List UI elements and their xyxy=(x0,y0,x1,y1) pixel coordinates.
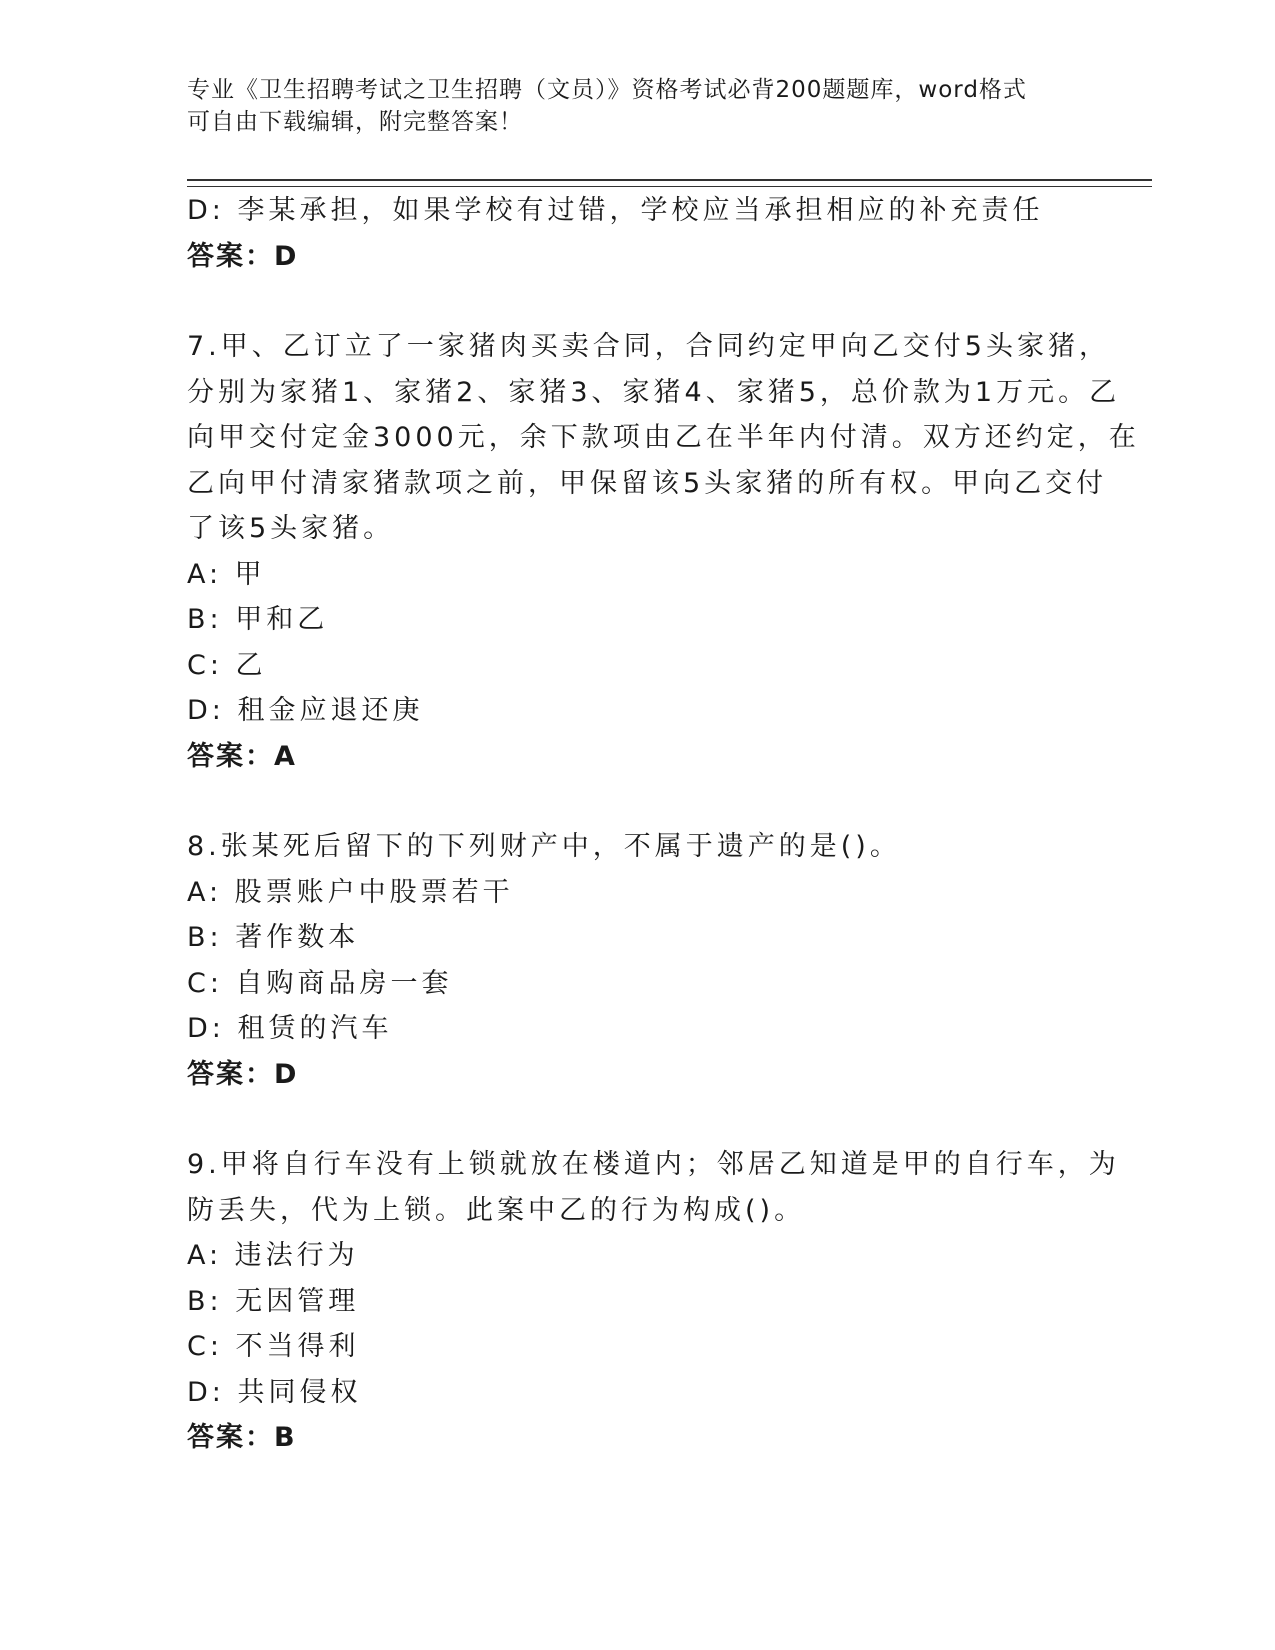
option-b: B: 无因管理 xyxy=(187,1285,360,1317)
question-stem-line: 向甲交付定金3000元，余下款项由乙在半年内付清。双方还约定，在 xyxy=(187,422,1140,453)
question-9 xyxy=(187,1142,1120,1461)
answer-line: 答案：A xyxy=(187,740,297,772)
answer-line: 答案：D xyxy=(187,1058,299,1090)
answer-line: 答案：D xyxy=(187,240,299,272)
question-stem-line: 9.甲将自行车没有上锁就放在楼道内；邻居乙知道是甲的自行车，为 xyxy=(187,1149,1120,1180)
option-b: B: 甲和乙 xyxy=(187,604,329,635)
page-header xyxy=(187,74,1087,138)
option-a: A: 甲 xyxy=(187,558,266,590)
question-stem-line: 乙向甲付清家猪款项之前，甲保留该5头家猪的所有权。甲向乙交付 xyxy=(187,467,1108,499)
option-d: D: 共同侵权 xyxy=(187,1376,362,1408)
carry-over-question xyxy=(187,188,1087,279)
option-b: B: 著作数本 xyxy=(187,922,360,953)
header-title-line-1: 专业《卫生招聘考试之卫生招聘（文员）》资格考试必背200题题库，word格式 xyxy=(187,77,1027,103)
question-stem-line: 8.张某死后留下的下列财产中，不属于遗产的是()。 xyxy=(187,831,901,862)
question-stem-line: 防丢失，代为上锁。此案中乙的行为构成()。 xyxy=(187,1194,806,1226)
option-c: C: 乙 xyxy=(187,649,267,681)
question-8 xyxy=(187,824,1087,1097)
option-a: A: 违法行为 xyxy=(187,1240,359,1271)
option-d: D: 李某承担，如果学校有过错，学校应当承担相应的补充责任 xyxy=(187,195,1044,226)
question-stem-line: 分别为家猪1、家猪2、家猪3、家猪4、家猪5，总价款为1万元。乙 xyxy=(187,376,1121,408)
option-a: A: 股票账户中股票若干 xyxy=(187,876,514,908)
question-stem-line: 7.甲、乙订立了一家猪肉买卖合同，合同约定甲向乙交付5头家猪， xyxy=(187,331,1110,362)
option-d: D: 租赁的汽车 xyxy=(187,1013,393,1044)
question-stem-line: 了该5头家猪。 xyxy=(187,513,395,544)
header-divider xyxy=(187,179,1152,187)
question-7 xyxy=(187,324,1140,779)
option-d: D: 租金应退还庚 xyxy=(187,695,424,726)
document-body xyxy=(187,188,1140,1461)
header-title-line-2: 可自由下载编辑，附完整答案！ xyxy=(187,109,523,135)
answer-line: 答案：B xyxy=(187,1422,297,1453)
option-c: C: 不当得利 xyxy=(187,1331,360,1362)
option-c: C: 自购商品房一套 xyxy=(187,967,453,999)
